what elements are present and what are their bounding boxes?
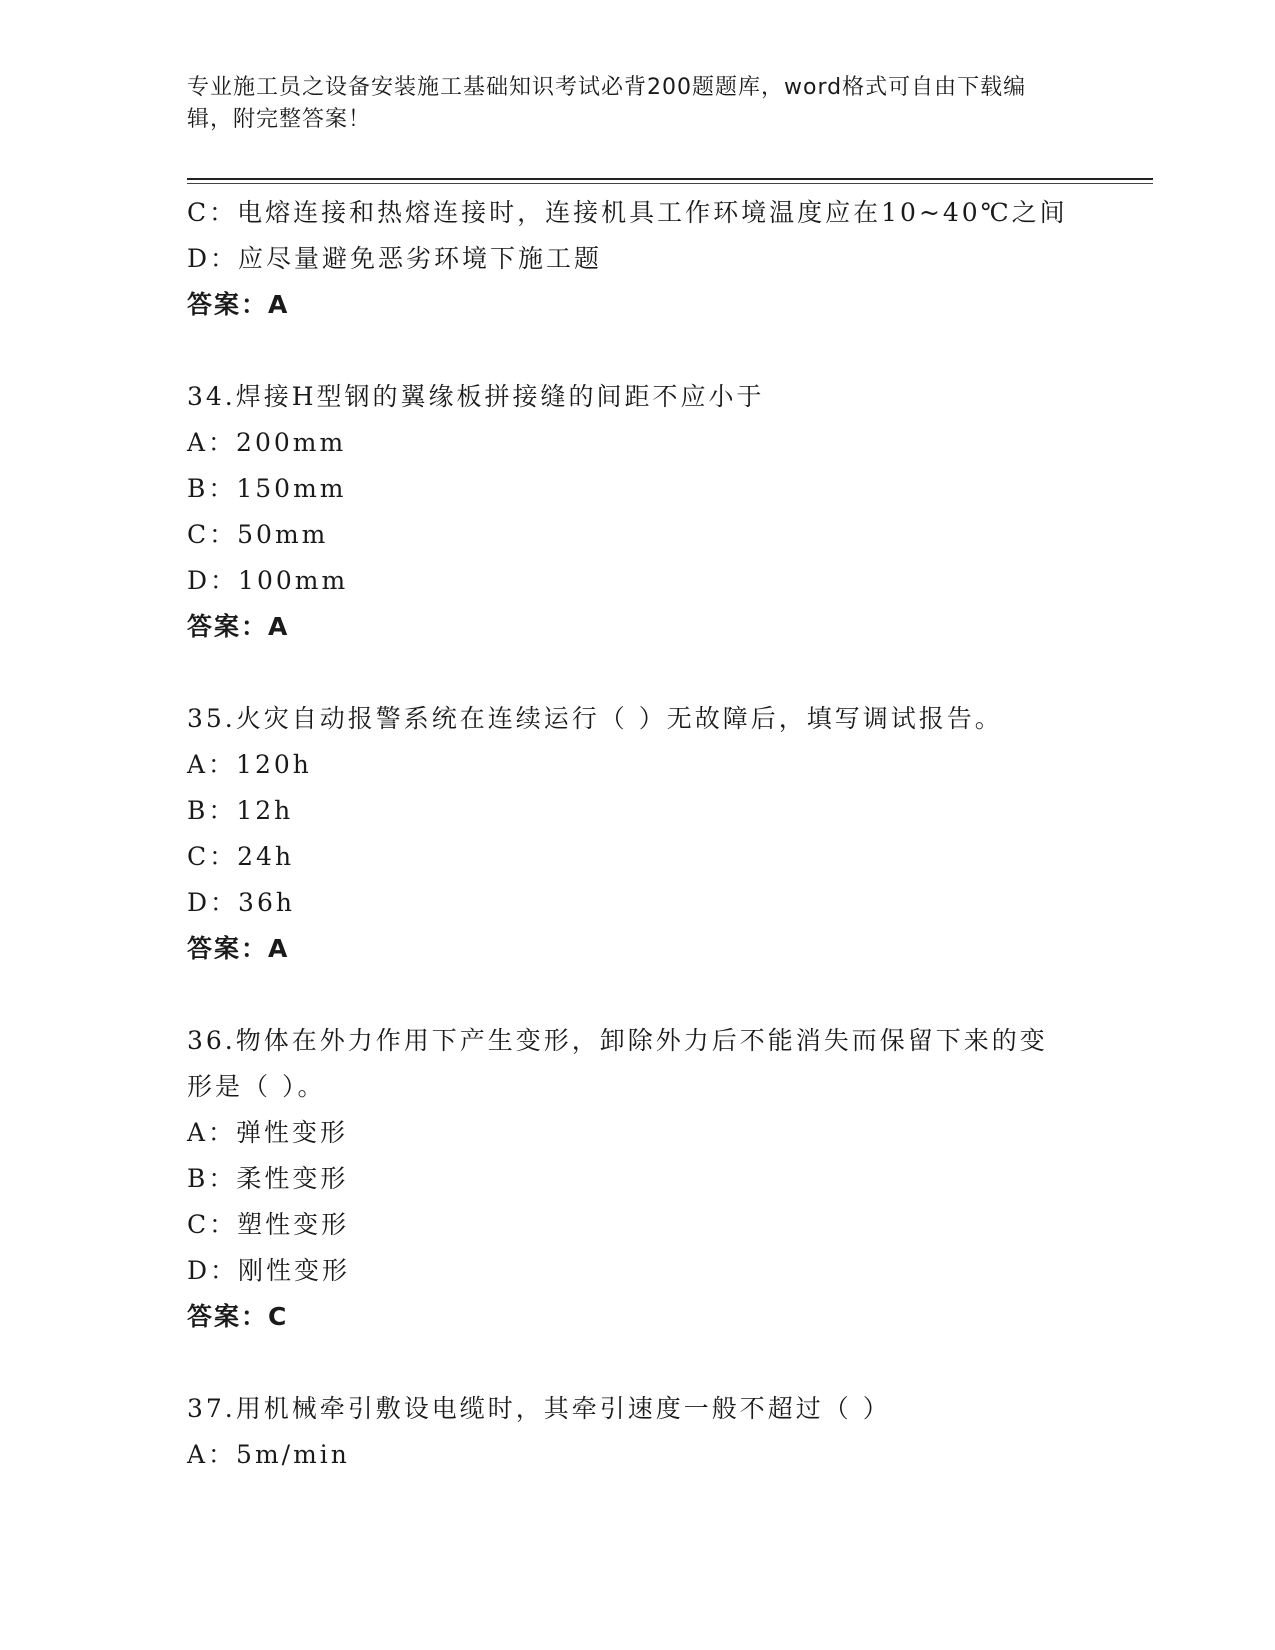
prev-question-block <box>187 190 1087 328</box>
question-stem: 36.物体在外力作用下产生变形，卸除外力后不能消失而保留下来的变形是（ ）。 <box>187 1026 1048 1101</box>
question-stem: 35.火灾自动报警系统在连续运行（ ）无故障后，填写调试报告。 <box>187 704 1003 733</box>
header-divider-thin <box>187 183 1153 184</box>
option-a: A：5m/min <box>187 1440 350 1469</box>
answer-line: 答案：A <box>187 934 290 963</box>
question-36 <box>187 1018 1087 1340</box>
question-stem: 34.焊接H型钢的翼缘板拼接缝的间距不应小于 <box>187 382 765 411</box>
question-34 <box>187 374 1087 650</box>
option-d: D：100mm <box>187 566 349 595</box>
option-a: A：弹性变形 <box>187 1118 349 1147</box>
option-c: C：塑性变形 <box>187 1210 350 1239</box>
option-d: D：36h <box>187 888 295 917</box>
header-divider-thick <box>187 178 1153 180</box>
option-a: A：120h <box>187 750 312 779</box>
option-a: A：200mm <box>187 428 347 457</box>
option-b: B：柔性变形 <box>187 1164 349 1193</box>
option-c: C：24h <box>187 842 295 871</box>
question-37 <box>187 1386 1087 1478</box>
option-c: C：电熔连接和热熔连接时，连接机具工作环境温度应在10~40℃之间 <box>187 198 1068 227</box>
option-d: D：应尽量避免恶劣环境下施工题 <box>187 244 603 273</box>
option-b: B：12h <box>187 796 294 825</box>
answer-line: 答案：A <box>187 612 290 641</box>
question-35 <box>187 696 1087 972</box>
option-d: D：刚性变形 <box>187 1256 351 1285</box>
option-c: C：50mm <box>187 520 329 549</box>
answer-line: 答案：A <box>187 290 290 319</box>
question-stem: 37.用机械牵引敷设电缆时，其牵引速度一般不超过（ ） <box>187 1394 891 1423</box>
document-header: 专业施工员之设备安装施工基础知识考试必背200题题库，word格式可自由下载编辑，附完整答案！ <box>187 75 1027 132</box>
answer-line: 答案：C <box>187 1302 289 1331</box>
option-b: B：150mm <box>187 474 347 503</box>
question-content <box>187 190 1087 1478</box>
